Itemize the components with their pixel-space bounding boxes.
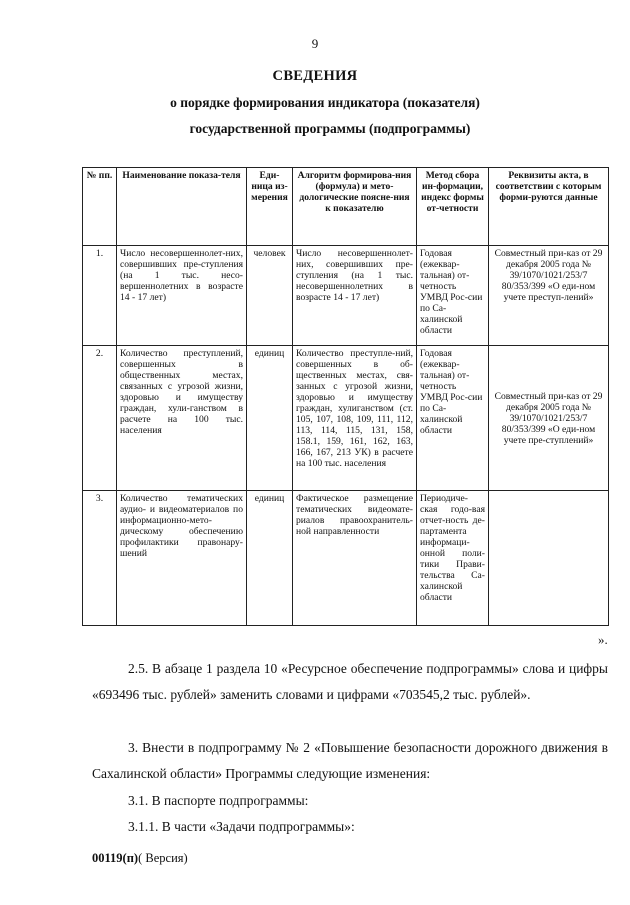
paragraph-3-1: 3.1. В паспорте подпрограммы: xyxy=(128,793,309,808)
row-indicator-name: Количество тематических аудио- и видеоматериалов по информационно-мето-дическому обеспечению профилактики правонару-шений xyxy=(117,491,247,626)
row-number: 2. xyxy=(83,346,117,491)
row-indicator-name: Число несовершеннолет-них, совершивших пре-ступления (на 1 тыс. несо-вершеннолетних в возрасте 14 - 17 лет) xyxy=(117,246,247,346)
paragraph-2-5: 2.5. В абзаце 1 раздела 10 «Ресурсное обеспечение подпрограммы» слова и цифры «693496 тыс. рублей» заменить словами и цифрами «703545,2 тыс. рублей». xyxy=(92,661,608,702)
row-algorithm: Фактическое размещение тематических видеомате-риалов правоохранитель-ной направленности xyxy=(293,491,417,626)
row-method: Годовая (ежеквар-тальная) от-четность УМВД Рос-сии по Са-халинской области xyxy=(417,246,489,346)
header-indicator-name: Наименование показа-теля xyxy=(117,168,247,246)
row-act xyxy=(489,491,609,626)
row-act: Совместный при-каз от 29 декабря 2005 года № 39/1070/1021/253/7 80/353/399 «О еди-ном учете преступ-лений» xyxy=(489,246,609,346)
row-number: 3. xyxy=(83,491,117,626)
page-number: 9 xyxy=(311,36,319,51)
row-algorithm: Число несовершеннолет-них, совершивших пре-ступления (на 1 тыс. несовершеннолетних в возрасте 14 - 17 лет) xyxy=(293,246,417,346)
row-algorithm: Количество преступле-ний, совершенных в об-щественных местах, свя-занных с угрозой жизни, здоровью и имуществу граждан, хулиганством (ст. 105, 107, 108, 109, 111, 112, 113, 114, 115, 131, 158, 158.1, 159, 161, 162, 163, 166, 167, 213 УК) в расчете на 100 тыс. населения xyxy=(293,346,417,491)
footer-version: ( Версия) xyxy=(138,851,188,865)
row-unit: человек xyxy=(247,246,293,346)
table-row xyxy=(83,246,609,346)
row-unit: единиц xyxy=(247,491,293,626)
header-unit: Еди-ница из-мерения xyxy=(247,168,293,246)
indicator-table xyxy=(82,167,609,626)
document-subtitle-line2: государственной программы (подпрограммы) xyxy=(189,121,471,136)
header-number: № пп. xyxy=(83,168,117,246)
row-act: Совместный при-каз от 29 декабря 2005 года № 39/1070/1021/253/7 80/353/399 «О еди-ном учете пре-ступлений» xyxy=(489,346,609,491)
table-row xyxy=(83,491,609,626)
paragraph-3-1-1: 3.1.1. В части «Задачи подпрограммы»: xyxy=(128,819,355,834)
row-indicator-name: Количество преступлений, совершенных в общественных местах, связанных с угрозой жизни, здоровью и имуществу граждан, хули-ганством в расчете на 100 тыс. населения xyxy=(117,346,247,491)
document-footer xyxy=(92,851,188,866)
footer-code: 00119(п) xyxy=(92,851,139,865)
table-row xyxy=(83,346,609,491)
header-act: Реквизиты акта, в соответствии с которым форми-руются данные xyxy=(489,168,609,246)
header-algorithm: Алгоритм формирова-ния (формула) и мето-дологические поясне-ния к показателю xyxy=(293,168,417,246)
paragraph-3: 3. Внести в подпрограмму № 2 «Повышение безопасности дорожного движения в Сахалинской области» Программы следующие изменения: xyxy=(92,740,608,781)
header-method: Метод сбора ин-формации, индекс формы от-четности xyxy=(417,168,489,246)
row-unit: единиц xyxy=(247,346,293,491)
document-title: СВЕДЕНИЯ xyxy=(272,68,358,84)
row-number: 1. xyxy=(83,246,117,346)
closing-quote: ». xyxy=(598,632,608,647)
table-header-row xyxy=(83,168,609,246)
row-method: Годовая (ежеквар-тальная) от-четность УМВД Рос-сии по Са-халинской области xyxy=(417,346,489,491)
document-subtitle-line1: о порядке формирования индикатора (показателя) xyxy=(170,95,480,110)
row-method: Периодиче-ская годо-вая отчет-ность де-партамента информаци-онной поли-тики Прави-тельства Са-халинской области xyxy=(417,491,489,626)
